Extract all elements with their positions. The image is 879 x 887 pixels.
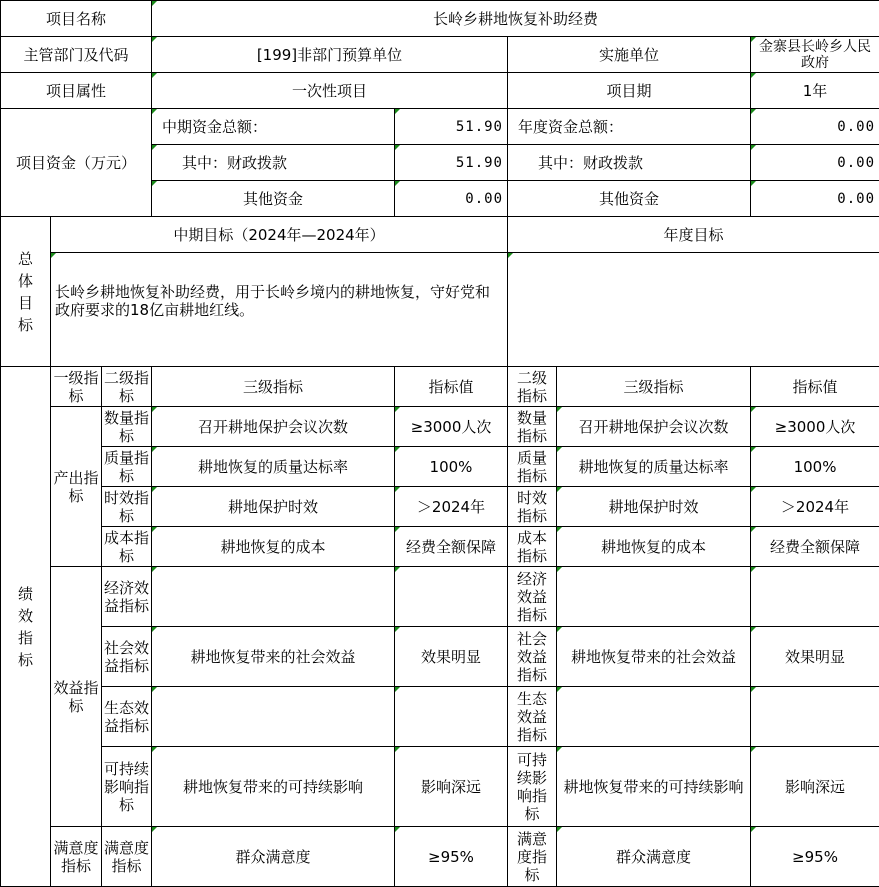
- level3-cell: 耕地恢复带来的社会效益: [152, 627, 395, 687]
- level2-cell: 时效指标: [102, 487, 152, 527]
- project-name-value: 长岭乡耕地恢复补助经费: [152, 1, 879, 37]
- table-row: [1, 487, 879, 527]
- implementing-unit-value: 金寨县长岭乡人民政府: [751, 37, 879, 73]
- level3-cell-annual: 耕地保护时效: [557, 487, 751, 527]
- table-row: [1, 447, 879, 487]
- level3-cell: 耕地恢复的质量达标率: [152, 447, 395, 487]
- level2-cell: 质量指标: [102, 447, 152, 487]
- table-row: [1, 527, 879, 567]
- mid-goal-header: 中期目标（2024年—2024年）: [51, 217, 508, 253]
- table-row: [1, 687, 879, 747]
- value-cell: ≥95%: [395, 827, 508, 887]
- level2-cell: 经济效益指标: [102, 567, 152, 627]
- level2-cell: 成本指标: [102, 527, 152, 567]
- level2-cell-annual: 社会效益指标: [508, 627, 557, 687]
- level3-cell: 耕地恢复的成本: [152, 527, 395, 567]
- level2-cell: 满意度指标: [102, 827, 152, 887]
- level3-cell-annual: [557, 687, 751, 747]
- mid-other-label: 其他资金: [152, 181, 395, 217]
- level3-cell-annual: [557, 567, 751, 627]
- level3-cell: 耕地恢复带来的可持续影响: [152, 747, 395, 827]
- value-cell-annual: [751, 567, 879, 627]
- value-cell-annual: 效果明显: [751, 627, 879, 687]
- level2-cell-annual: 成本指标: [508, 527, 557, 567]
- level2-cell-annual: 数量指标: [508, 407, 557, 447]
- project-attribute-label: 项目属性: [1, 73, 152, 109]
- level3-cell: 群众满意度: [152, 827, 395, 887]
- header-value-annual: 指标值: [751, 367, 879, 407]
- annual-goal-text: [508, 253, 879, 367]
- department-label: 主管部门及代码: [1, 37, 152, 73]
- value-cell-annual: 100%: [751, 447, 879, 487]
- annual-goal-header: 年度目标: [508, 217, 879, 253]
- mid-goal-text: 长岭乡耕地恢复补助经费，用于长岭乡境内的耕地恢复，守好党和政府要求的18亿亩耕地红线。: [51, 253, 508, 367]
- mid-fiscal-label: 其中：财政拨款: [152, 145, 395, 181]
- level3-cell-annual: 耕地恢复的质量达标率: [557, 447, 751, 487]
- annual-fiscal-value: 0.00: [751, 145, 879, 181]
- header-value: 指标值: [395, 367, 508, 407]
- level3-cell: 耕地保护时效: [152, 487, 395, 527]
- level2-cell-annual: 时效指标: [508, 487, 557, 527]
- output-indicator-label: 产出指标: [51, 407, 102, 567]
- header-level2: 二级指标: [102, 367, 152, 407]
- header-level3-annual: 三级指标: [557, 367, 751, 407]
- level3-cell-annual: 召开耕地保护会议次数: [557, 407, 751, 447]
- value-cell-annual: ≥3000人次: [751, 407, 879, 447]
- header-level1: 一级指标: [51, 367, 102, 407]
- value-cell: 效果明显: [395, 627, 508, 687]
- project-period-label: 项目期: [508, 73, 751, 109]
- level2-cell: 可持续影响指标: [102, 747, 152, 827]
- level3-cell-annual: 耕地恢复的成本: [557, 527, 751, 567]
- mid-total-value: 51.90: [395, 109, 508, 145]
- value-cell-annual: 经费全额保障: [751, 527, 879, 567]
- value-cell-annual: 影响深远: [751, 747, 879, 827]
- implementing-unit-label: 实施单位: [508, 37, 751, 73]
- project-period-value: 1年: [751, 73, 879, 109]
- mid-total-label: 中期资金总额：: [152, 109, 395, 145]
- project-attribute-value: 一次性项目: [152, 73, 508, 109]
- value-cell: 经费全额保障: [395, 527, 508, 567]
- level3-cell-annual: 耕地恢复带来的社会效益: [557, 627, 751, 687]
- department-value: [199]非部门预算单位: [152, 37, 508, 73]
- overall-goal-label: 总体目标: [1, 217, 51, 367]
- level3-cell: 召开耕地保护会议次数: [152, 407, 395, 447]
- satisfaction-indicator-label: 满意度指标: [51, 827, 102, 887]
- project-funds-label: 项目资金（万元）: [1, 109, 152, 217]
- header-level2-annual: 二级指标: [508, 367, 557, 407]
- value-cell: [395, 687, 508, 747]
- level2-cell-annual: 生态效益指标: [508, 687, 557, 747]
- mid-fiscal-value: 51.90: [395, 145, 508, 181]
- table-row: [1, 407, 879, 447]
- benefit-indicator-label: 效益指标: [51, 567, 102, 827]
- value-cell-annual: [751, 687, 879, 747]
- level2-cell-annual: 经济效益指标: [508, 567, 557, 627]
- project-name-label: 项目名称: [1, 1, 152, 37]
- table-row: [1, 827, 879, 887]
- mid-other-value: 0.00: [395, 181, 508, 217]
- value-cell: [395, 567, 508, 627]
- value-cell: ＞2024年: [395, 487, 508, 527]
- level2-cell: 生态效益指标: [102, 687, 152, 747]
- level2-cell-annual: 满意度指标: [508, 827, 557, 887]
- value-cell-annual: ＞2024年: [751, 487, 879, 527]
- level3-cell: [152, 567, 395, 627]
- level2-cell-annual: 可持续影响指标: [508, 747, 557, 827]
- value-cell-annual: ≥95%: [751, 827, 879, 887]
- annual-total-label: 年度资金总额：: [508, 109, 751, 145]
- level2-cell: 社会效益指标: [102, 627, 152, 687]
- annual-other-value: 0.00: [751, 181, 879, 217]
- annual-other-label: 其他资金: [508, 181, 751, 217]
- table-row: [1, 747, 879, 827]
- annual-fiscal-label: 其中：财政拨款: [508, 145, 751, 181]
- header-level3: 三级指标: [152, 367, 395, 407]
- value-cell: 影响深远: [395, 747, 508, 827]
- annual-total-value: 0.00: [751, 109, 879, 145]
- level2-cell: 数量指标: [102, 407, 152, 447]
- value-cell: 100%: [395, 447, 508, 487]
- value-cell: ≥3000人次: [395, 407, 508, 447]
- level3-cell: [152, 687, 395, 747]
- level2-cell-annual: 质量指标: [508, 447, 557, 487]
- performance-indicator-label: 绩效指标: [1, 367, 51, 887]
- level3-cell-annual: 耕地恢复带来的可持续影响: [557, 747, 751, 827]
- table-row: [1, 567, 879, 627]
- table-row: [1, 627, 879, 687]
- level3-cell-annual: 群众满意度: [557, 827, 751, 887]
